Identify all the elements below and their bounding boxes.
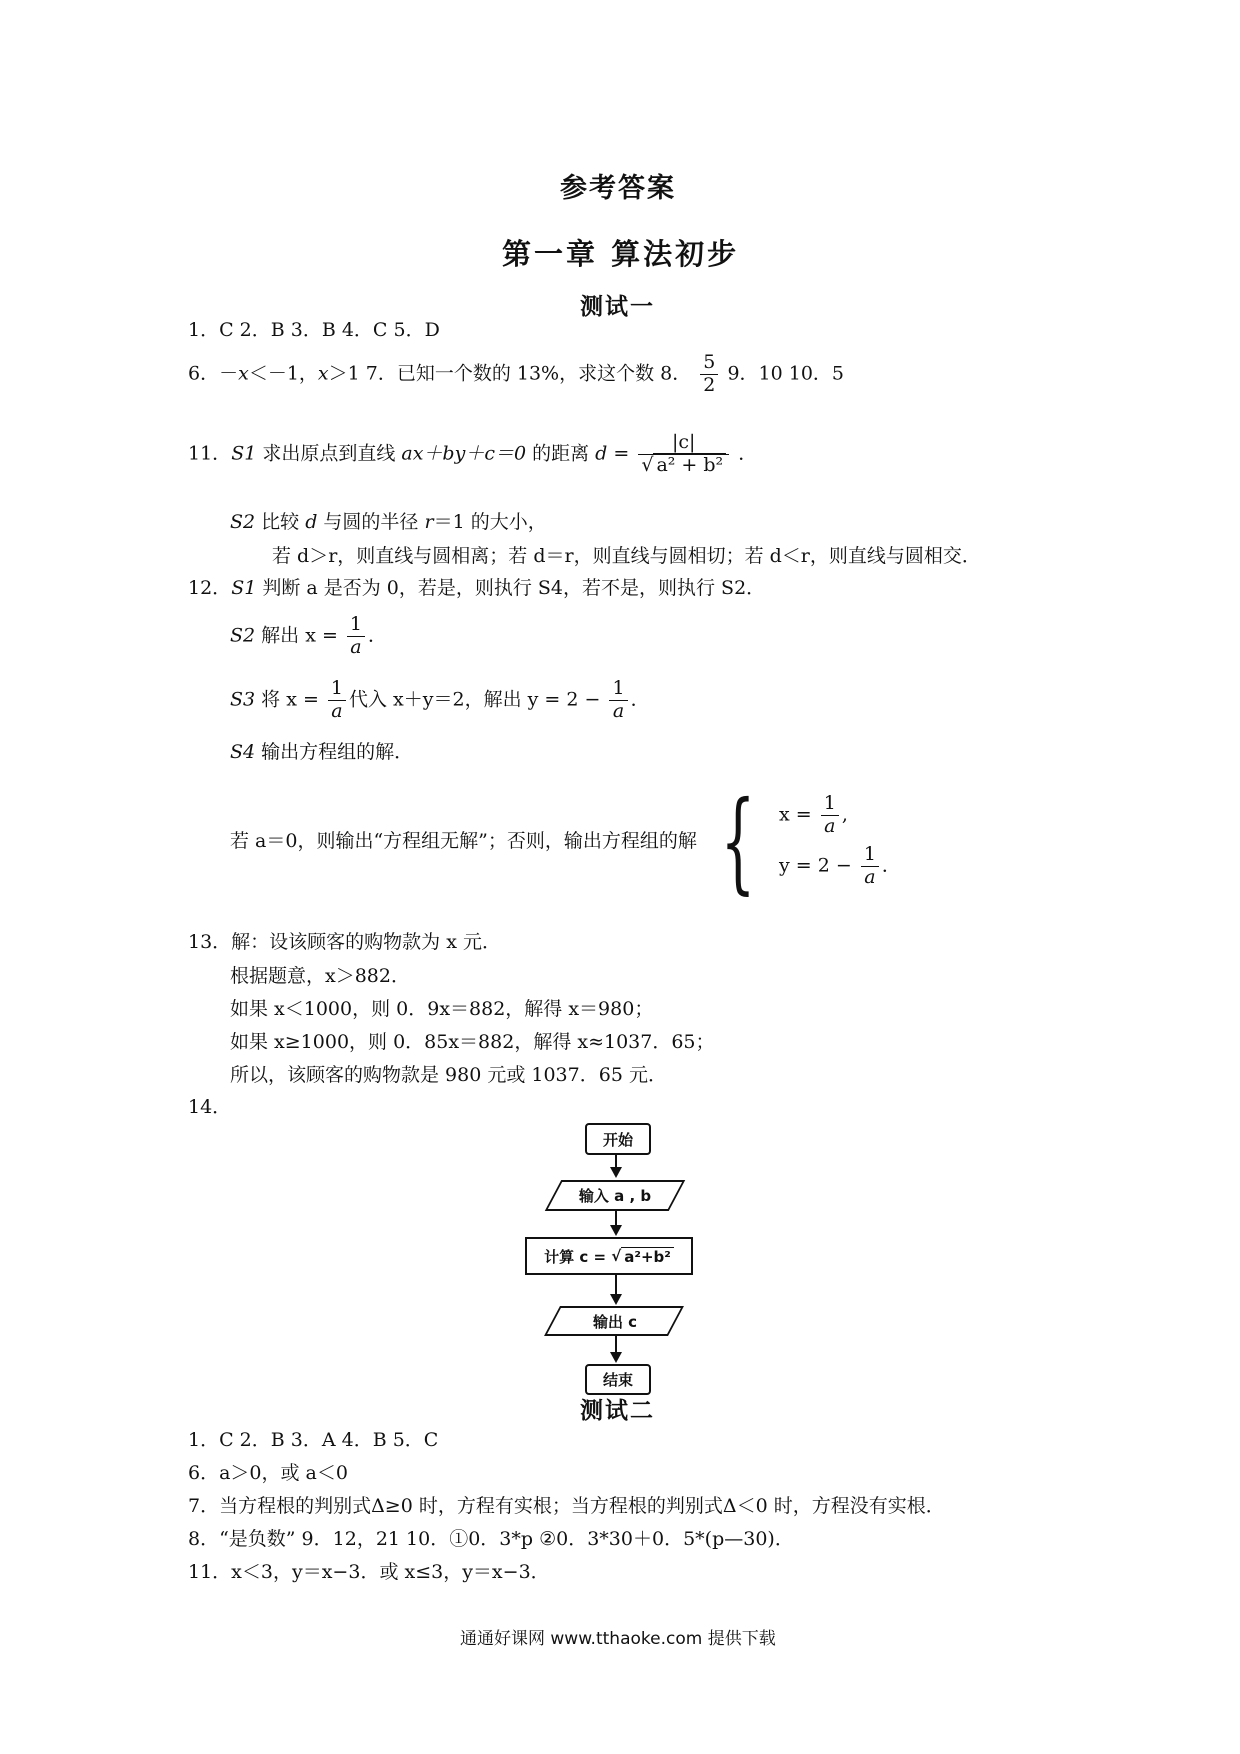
arrow-down-icon xyxy=(610,1294,622,1305)
test1-q14-label: 14． xyxy=(188,1096,232,1118)
test1-q12-s4: S4 输出方程组的解． xyxy=(230,741,414,763)
arrow-down-icon xyxy=(610,1352,622,1363)
arrow-down-icon xyxy=(610,1167,622,1178)
flowchart-output: 输出 c xyxy=(592,1312,638,1331)
test1-q6-9: 6．－x＜－1，x＞1 7．已知一个数的 13%，求这个数 8． $\frac{5}{2}$ 9．10 10．5 xyxy=(188,351,845,396)
flowchart-start: 开始 xyxy=(585,1123,651,1155)
test1-heading: 测试一 xyxy=(580,294,655,320)
fraction-1-a: $\frac{1}{a}$ xyxy=(347,614,365,659)
test1-q13-l1: 13．解：设该顾客的购物款为 x 元． xyxy=(188,931,501,953)
test2-heading: 测试二 xyxy=(580,1398,655,1424)
equation-system: x = $\frac{1}{a}$ , y = 2 − $\frac{1}{a}$ ． xyxy=(778,792,901,888)
page-footer: 通通好课网 www.tthaoke.com 提供下载 xyxy=(460,1629,776,1649)
test2-q11: 11．x＜3，y＝x−3．或 x≤3，y＝x−3． xyxy=(188,1561,550,1583)
test2-q6: 6．a＞0，或 a＜0 xyxy=(188,1462,348,1484)
chapter-title: 第一章 算法初步 xyxy=(502,237,740,271)
page-title: 参考答案 xyxy=(560,173,676,204)
flowchart-connector xyxy=(615,1273,617,1296)
fraction-1-a: $\frac{1}{a}$ xyxy=(328,678,346,723)
flowchart-compute: 计算 c = √ a²+b² xyxy=(525,1237,693,1275)
test1-q13-l3: 如果 x＜1000，则 0．9x＝882，解得 x＝980； xyxy=(230,998,654,1020)
test1-q13-l2: 根据题意，x＞882． xyxy=(230,965,410,987)
test2-q1-5: 1．C 2．B 3．A 4．B 5．C xyxy=(188,1429,439,1451)
test1-q12-final: 若 a＝0，则输出“方程组无解”；否则，输出方程组的解 { x = $\frac{1}{a}$ , y = 2 − $\frac{1}{a}$ ． xyxy=(230,777,901,905)
fraction-1-a: $\frac{1}{a}$ xyxy=(609,678,627,723)
test1-q12-s1: 12．S1 判断 a 是否为 0，若是，则执行 S4，若不是，则执行 S2． xyxy=(188,577,766,599)
test1-q11-s2-line2: 若 d＞r，则直线与圆相离；若 d＝r，则直线与圆相切；若 d＜r，则直线与圆相交． xyxy=(272,545,981,567)
test1-q11-s1: 11．S1 求出原点到直线 ax＋by＋c＝0 的距离 d = $\frac{|c|}{\text{√ a² + b²}}$ ． xyxy=(188,431,758,476)
fraction-5-2: $\frac{5}{2}$ xyxy=(700,352,718,397)
arrow-down-icon xyxy=(610,1225,622,1236)
test1-q12-s3: S3 将 x = $\frac{1}{a}$ 代入 x＋y＝2，解出 y = 2 − $\frac{1}{a}$ ． xyxy=(230,677,650,722)
test1-q13-l5: 所以，该顾客的购物款是 980 元或 1037．65 元． xyxy=(230,1064,667,1086)
flowchart-input: 输入 a , b xyxy=(578,1187,652,1205)
test1-q1-5: 1．C 2．B 3．B 4．C 5．D xyxy=(188,319,440,341)
test2-q8-10: 8．“是负数” 9．12，21 10．①0．3*p ②0．3*30＋0．5*(p—30)． xyxy=(188,1528,794,1550)
distance-fraction: $\frac{|c|}{\text{√ a² + b²}}$ xyxy=(638,432,729,477)
test1-q11-s2: S2 比较 d 与圆的半径 r＝1 的大小， xyxy=(230,511,547,533)
test1-q12-s2: S2 解出 x = $\frac{1}{a}$ ． xyxy=(230,613,388,658)
left-brace: { xyxy=(720,777,756,905)
flowchart-end: 结束 xyxy=(585,1364,651,1395)
test1-q13-l4: 如果 x≥1000，则 0．85x＝882，解得 x≈1037．65； xyxy=(230,1031,715,1053)
test2-q7: 7．当方程根的判别式Δ≥0 时，方程有实根；当方程根的判别式Δ＜0 时，方程没有实根． xyxy=(188,1495,945,1517)
